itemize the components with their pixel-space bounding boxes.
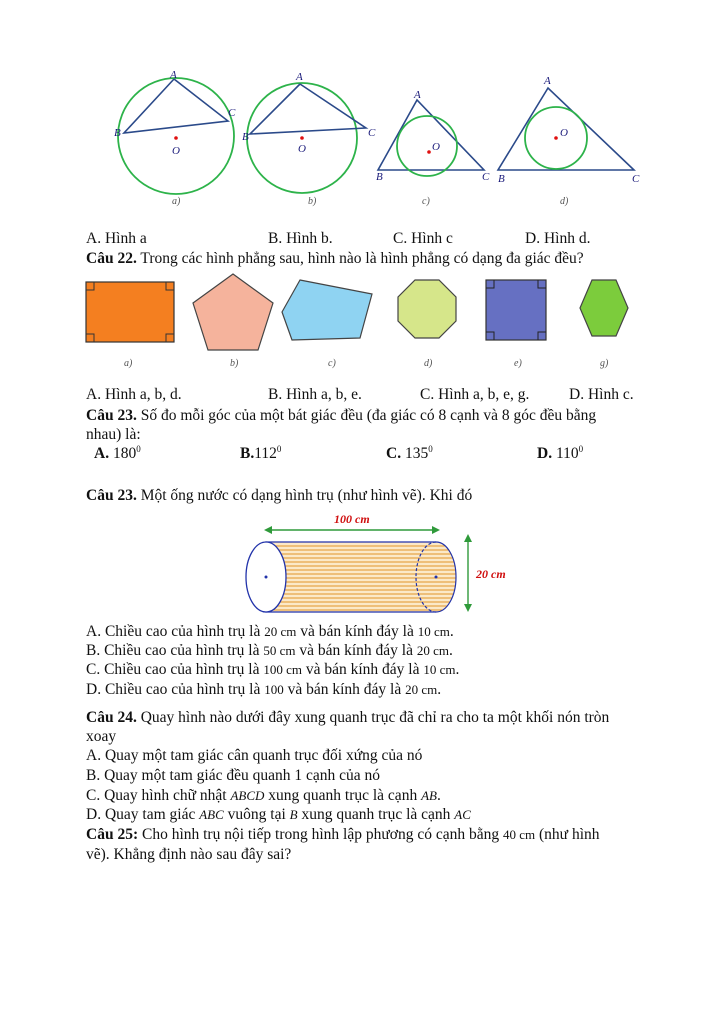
q23b-option-a: A. Chiều cao của hình trụ là 20 cm và bán kính đáy là 10 cm. — [86, 623, 454, 640]
fig-b-caption: b) — [308, 196, 317, 207]
q22-text: Trong các hình phẳng sau, hình nào là hình phẳng có dạng đa giác đều? — [136, 250, 584, 267]
q21-option-d: D. Hình d. — [525, 230, 591, 247]
q25-number: Câu 25: — [86, 826, 139, 843]
cylinder-body — [266, 542, 456, 612]
fig-a-label-b: B — [114, 127, 121, 139]
q23a-option-d: D. $110^0$ — [537, 444, 584, 463]
fig-a-label-c: C — [228, 107, 236, 119]
q23b-option-b: B. Chiều cao của hình trụ là 50 cm và bán kính đáy là 20 cm. — [86, 642, 453, 659]
q24-option-c: C. Quay hình chữ nhật ABCD xung quanh trục là cạnh AB. — [86, 787, 441, 804]
fig-b-label-a: A — [296, 71, 303, 83]
fig-a-caption: a) — [172, 196, 181, 207]
shape-d-caption: d) — [424, 358, 433, 369]
q24-question-line1 — [86, 708, 609, 727]
q23a-number: Câu 23. — [86, 407, 137, 424]
q25-question-line1: Câu 25: Cho hình trụ nội tiếp trong hình lập phương có cạnh bằng 40 cm (như hình — [86, 826, 600, 843]
q23a-option-c: C. $135^0$ — [386, 444, 433, 463]
shape-c-caption: c) — [328, 358, 336, 369]
fig-a-label-o: O — [172, 145, 180, 157]
q23a-text: Số đo mỗi góc của một bát giác đều (đa giác có 8 cạnh và 8 góc đều bằng — [136, 407, 597, 424]
q22-figures — [82, 272, 642, 372]
q24-option-a: A. Quay một tam giác cân quanh trục đối xứng của nó — [86, 747, 423, 764]
fig-c-label-c: C — [482, 171, 490, 183]
q23b-question — [86, 486, 472, 505]
figure-a — [114, 69, 236, 207]
figure-b — [242, 71, 376, 207]
fig-b-label-b: B — [242, 131, 249, 143]
shape-b-pentagon — [193, 274, 273, 369]
figure-c — [376, 89, 490, 207]
shape-b-caption: b) — [230, 358, 239, 369]
shape-e-caption: e) — [514, 358, 522, 369]
q24-text: Quay hình nào dưới đây xung quanh trục đã chỉ ra cho ta một khối nón tròn — [136, 709, 610, 726]
fig-b-label-c: C — [368, 127, 376, 139]
q24-number: Câu 24. — [86, 709, 137, 726]
fig-a-label-a: A — [170, 69, 177, 81]
q23a-question-line1 — [86, 406, 596, 425]
q21-figures — [110, 66, 650, 212]
q22-number: Câu 22. — [86, 250, 137, 267]
fig-d-label-b: B — [498, 173, 505, 185]
shape-a-rectangle — [86, 282, 174, 369]
q21-option-c: C. Hình c — [393, 230, 453, 247]
fig-b-label-o: O — [298, 143, 306, 155]
shape-e-square — [486, 280, 546, 369]
fig-d-label-o: O — [560, 127, 568, 139]
shape-d-octagon — [398, 280, 456, 369]
fig-c-label-b: B — [376, 171, 383, 183]
q23a-option-b: B.112$^0$ — [240, 444, 282, 463]
length-label: 100 cm — [334, 512, 370, 526]
q22-option-a: A. Hình a, b, d. — [86, 386, 182, 403]
fig-d-label-a: A — [544, 75, 551, 87]
q23b-option-c: C. Chiều cao của hình trụ là 100 cm và bán kính đáy là 10 cm. — [86, 661, 460, 678]
shape-c-irregular — [282, 280, 372, 369]
fig-d-caption: d) — [560, 196, 569, 207]
fig-c-label-o: O — [432, 141, 440, 153]
q22-option-b: B. Hình a, b, e. — [268, 386, 362, 403]
q22-option-c: C. Hình a, b, e, g. — [420, 386, 530, 403]
q24-question-line2: xoay — [86, 728, 117, 745]
fig-d-label-c: C — [632, 173, 640, 185]
q23a-option-a: A. $180^0$ — [94, 444, 141, 463]
q23b-text: Một ống nước có dạng hình trụ (như hình vẽ). Khi đó — [136, 487, 473, 504]
q22-question — [86, 249, 584, 268]
fig-c-label-a: A — [414, 89, 421, 101]
shape-a-caption: a) — [124, 358, 133, 369]
q23a-question-line2: nhau) là: — [86, 426, 141, 443]
q23b-option-d: D. Chiều cao của hình trụ là 100 và bán kính đáy là 20 cm. — [86, 681, 442, 698]
fig-c-caption: c) — [422, 196, 430, 207]
figure-d — [498, 75, 640, 207]
shape-g-hexagon — [580, 280, 628, 369]
q22-option-d: D. Hình c. — [569, 386, 634, 403]
q23b-number: Câu 23. — [86, 487, 137, 504]
q24-option-b: B. Quay một tam giác đều quanh 1 cạnh của nó — [86, 767, 380, 784]
q21-option-a: A. Hình a — [86, 230, 147, 247]
q21-option-b: B. Hình b. — [268, 230, 333, 247]
cylinder-figure — [240, 508, 530, 616]
q25-question-line2: vẽ). Khẳng định nào sau đây sai? — [86, 846, 292, 863]
diameter-label: 20 cm — [476, 567, 506, 581]
shape-g-caption: g) — [600, 358, 609, 369]
q24-option-d: D. Quay tam giác ABC vuông tại B xung quanh trục là cạnh AC — [86, 806, 471, 823]
